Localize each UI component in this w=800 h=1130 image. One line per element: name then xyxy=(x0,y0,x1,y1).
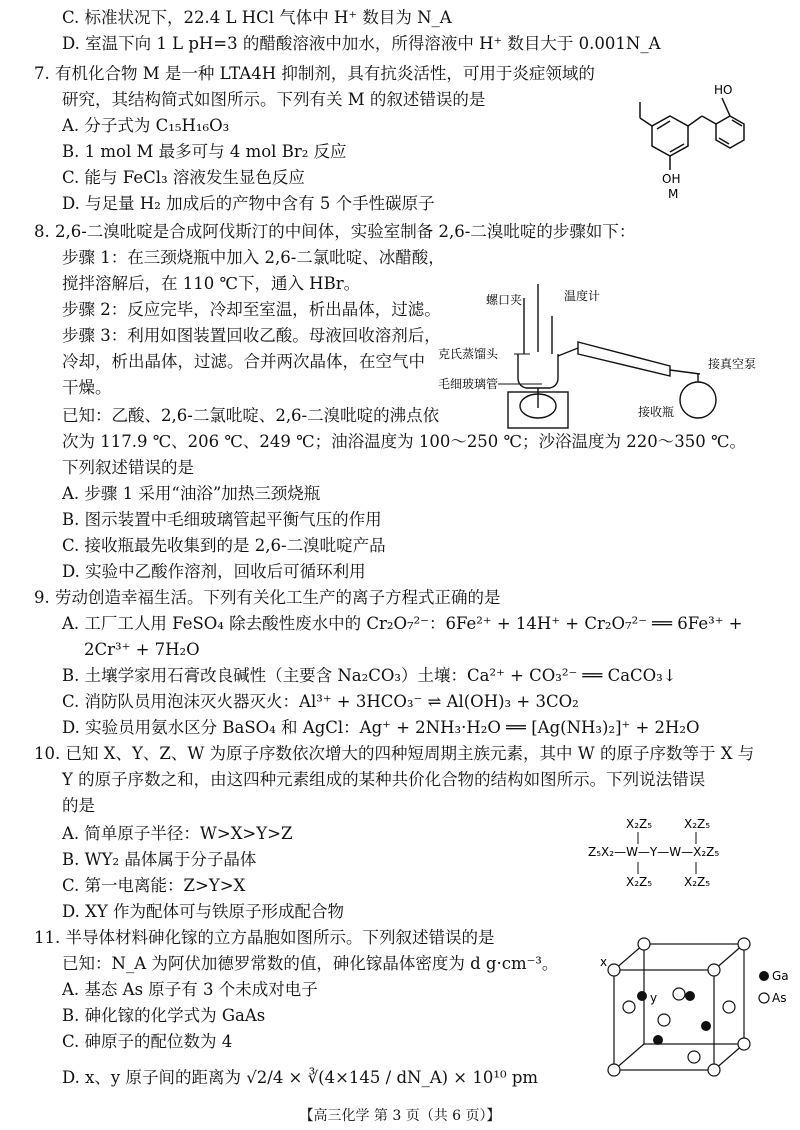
q10-stem-line2: Y 的原子序数之和，由这四种元素组成的某种共价化合物的结构如图所示。下列说法错误 xyxy=(62,770,706,789)
atom-y-label: y xyxy=(650,991,658,1005)
q9-option-a-line2: 2Cr³⁺ + 7H₂O xyxy=(84,640,200,659)
as-atom xyxy=(708,964,720,976)
q10-stem-line1: 10. 已知 X、Y、Z、W 为原子序数依次增大的四种短周期主族元素，其中 W 的原子序数等于 X 与 xyxy=(34,744,755,763)
q11-stem: 11. 半导体材料砷化镓的立方晶胞如图所示。下列叙述错误的是 xyxy=(34,928,495,947)
q8-step1-line1: 步骤 1：在三颈烧瓶中加入 2,6-二氯吡啶、冰醋酸， xyxy=(62,248,445,267)
q9-option-b: B. 土壤学家用石膏改良碱性（主要含 Na₂CO₃）土壤：Ca²⁺ + CO₃²⁻ ══ CaCO₃↓ xyxy=(62,666,677,685)
hydroxyl-top-label: HO xyxy=(714,83,733,97)
structure-bottom-left: X₂Z₅ xyxy=(626,875,653,889)
structure-top-left: X₂Z₅ xyxy=(626,817,653,831)
q8-step3-line1: 步骤 3：利用如图装置回收乙酸。母液回收溶剂后， xyxy=(62,326,441,345)
q8-known-line1: 已知：乙酸、2,6-二氯吡啶、2,6-二溴吡啶的沸点依 xyxy=(62,406,440,425)
distillation-apparatus-figure xyxy=(438,282,786,432)
thermometer-label: 温度计 xyxy=(564,289,601,303)
ga-atom xyxy=(701,1021,711,1031)
q11-option-a: A. 基态 As 原子有 3 个未成对电子 xyxy=(62,980,318,999)
as-atom xyxy=(723,1001,735,1013)
q11-option-c: C. 砷原子的配位数为 4 xyxy=(62,1032,233,1051)
q7-option-b: B. 1 mol M 最多可与 4 mol Br₂ 反应 xyxy=(62,142,347,161)
crystal-cell-figure xyxy=(596,936,796,1086)
q7-option-c: C. 能与 FeCl₃ 溶液发生显色反应 xyxy=(62,168,305,187)
q6-option-c: C. 标准状况下，22.4 L HCl 气体中 H⁺ 数目为 N_A xyxy=(62,8,452,27)
condenser-shape xyxy=(578,342,670,376)
q10-option-c: C. 第一电离能：Z>Y>X xyxy=(62,876,246,895)
q8-step2: 步骤 2：反应完毕，冷却至室温，析出晶体，过滤。 xyxy=(62,300,441,319)
structure-top-right: X₂Z₅ xyxy=(684,817,711,831)
q8-option-c: C. 接收瓶最先收集到的是 2,6-二溴吡啶产品 xyxy=(62,536,386,555)
as-atom xyxy=(608,964,620,976)
covalent-structure-figure xyxy=(586,816,786,892)
q9-option-d: D. 实验员用氨水区分 BaSO₄ 和 AgCl：Ag⁺ + 2NH₃·H₂O ══ [Ag(NH₃)₂]⁺ + 2H₂O xyxy=(62,718,700,737)
legend-ga-marker xyxy=(759,971,769,981)
clamp-label: 螺口夹 xyxy=(486,293,523,307)
as-atom xyxy=(673,988,685,1000)
q7-stem-line1: 7. 有机化合物 M 是一种 LTA4H 抑制剂，具有抗炎活性，可用于炎症领域的 xyxy=(34,64,595,83)
q10-stem-line3: 的是 xyxy=(62,796,95,815)
page-footer: 【高三化学 第 3 页（共 6 页）】 xyxy=(299,1108,501,1124)
ga-atom xyxy=(653,1035,663,1045)
q7-option-d: D. 与足量 H₂ 加成后的产物中含有 5 个手性碳原子 xyxy=(62,194,435,213)
as-atom xyxy=(738,1038,750,1050)
q8-step3-line2: 冷却，析出晶体，过滤。合并两次晶体，在空气中 xyxy=(62,352,425,371)
q8-step3-line3: 干燥。 xyxy=(62,378,112,397)
q7-stem-line2: 研究，其结构简式如图所示。下列有关 M 的叙述错误的是 xyxy=(62,90,486,109)
q10-option-b: B. WY₂ 晶体属于分子晶体 xyxy=(62,850,257,869)
as-atom xyxy=(608,1064,620,1076)
q9-option-c: C. 消防队员用泡沫灭火器灭火：Al³⁺ + 3HCO₃⁻ ⇌ Al(OH)₃ + 3CO₂ xyxy=(62,692,579,711)
q11-known: 已知：N_A 为阿伏加德罗常数的值，砷化镓晶体密度为 d g·cm⁻³。 xyxy=(62,954,559,973)
as-atom xyxy=(738,938,750,950)
molecule-m-figure xyxy=(622,72,792,200)
ga-atom xyxy=(685,991,695,1001)
q8-option-d: D. 实验中乙酸作溶剂，回收后可循环利用 xyxy=(62,562,366,581)
capillary-label: 毛细玻璃管 xyxy=(438,377,499,391)
q8-known-line2: 次为 117.9 ℃、206 ℃、249 ℃；油浴温度为 100～250 ℃；沙浴温度为 220～350 ℃。 xyxy=(62,432,746,451)
legend-as-label: As xyxy=(772,991,787,1005)
ring-b-shape xyxy=(716,116,744,148)
as-atom xyxy=(658,1014,670,1026)
hydroxyl-bottom-label: OH xyxy=(662,172,681,186)
as-atom xyxy=(688,1051,700,1063)
structure-bottom-right: X₂Z₅ xyxy=(684,875,711,889)
ring-a-shape xyxy=(652,116,688,156)
legend-as-marker xyxy=(759,993,769,1003)
q10-option-d: D. XY 作为配体可与铁原子形成配合物 xyxy=(62,902,345,921)
receiver-flask-shape xyxy=(680,382,716,418)
receiver-label: 接收瓶 xyxy=(638,405,675,419)
q7-option-a: A. 分子式为 C₁₅H₁₆O₃ xyxy=(62,116,230,135)
q10-option-a: A. 简单原子半径：W>X>Y>Z xyxy=(62,824,293,843)
q8-stem-line1: 8. 2,6-二溴吡啶是合成阿伐斯汀的中间体，实验室制备 2,6-二溴吡啶的步骤如下： xyxy=(34,222,636,241)
as-atom xyxy=(623,1001,635,1013)
vacuum-pump-label: 接真空泵 xyxy=(708,357,757,371)
atom-x-label: x xyxy=(600,955,608,969)
q6-option-d: D. 室温下向 1 L pH=3 的醋酸溶液中加水，所得溶液中 H⁺ 数目大于 0.001N_A xyxy=(62,34,661,53)
q9-stem: 9. 劳动创造幸福生活。下列有关化工生产的离子方程式正确的是 xyxy=(34,588,501,607)
as-atom xyxy=(708,1064,720,1076)
q9-option-a-line1: A. 工厂工人用 FeSO₄ 除去酸性废水中的 Cr₂O₇²⁻：6Fe²⁺ + 14H⁺ + Cr₂O₇²⁻ ══ 6Fe³⁺ + xyxy=(62,614,743,633)
q8-option-b: B. 图示装置中毛细玻璃管起平衡气压的作用 xyxy=(62,510,382,529)
q8-question: 下列叙述错误的是 xyxy=(62,458,194,477)
q11-option-b: B. 砷化镓的化学式为 GaAs xyxy=(62,1006,266,1025)
molecule-caption: M xyxy=(668,187,679,200)
distillation-head-label: 克氏蒸馏头 xyxy=(438,347,499,361)
structure-backbone: Z₅X₂—W—Y—W—X₂Z₅ xyxy=(588,845,720,859)
q11-option-d: D. x、y 原子间的距离为 √2/4 × ∛(4×145 / dN_A) × 10¹⁰ pm xyxy=(62,1068,539,1087)
q8-step1-line2: 搅拌溶解后，在 110 ℃下，通入 HBr。 xyxy=(62,274,361,293)
q8-option-a: A. 步骤 1 采用“油浴”加热三颈烧瓶 xyxy=(62,484,321,503)
as-atom xyxy=(638,938,650,950)
legend-ga-label: Ga xyxy=(772,969,789,983)
ga-atom xyxy=(637,991,647,1001)
